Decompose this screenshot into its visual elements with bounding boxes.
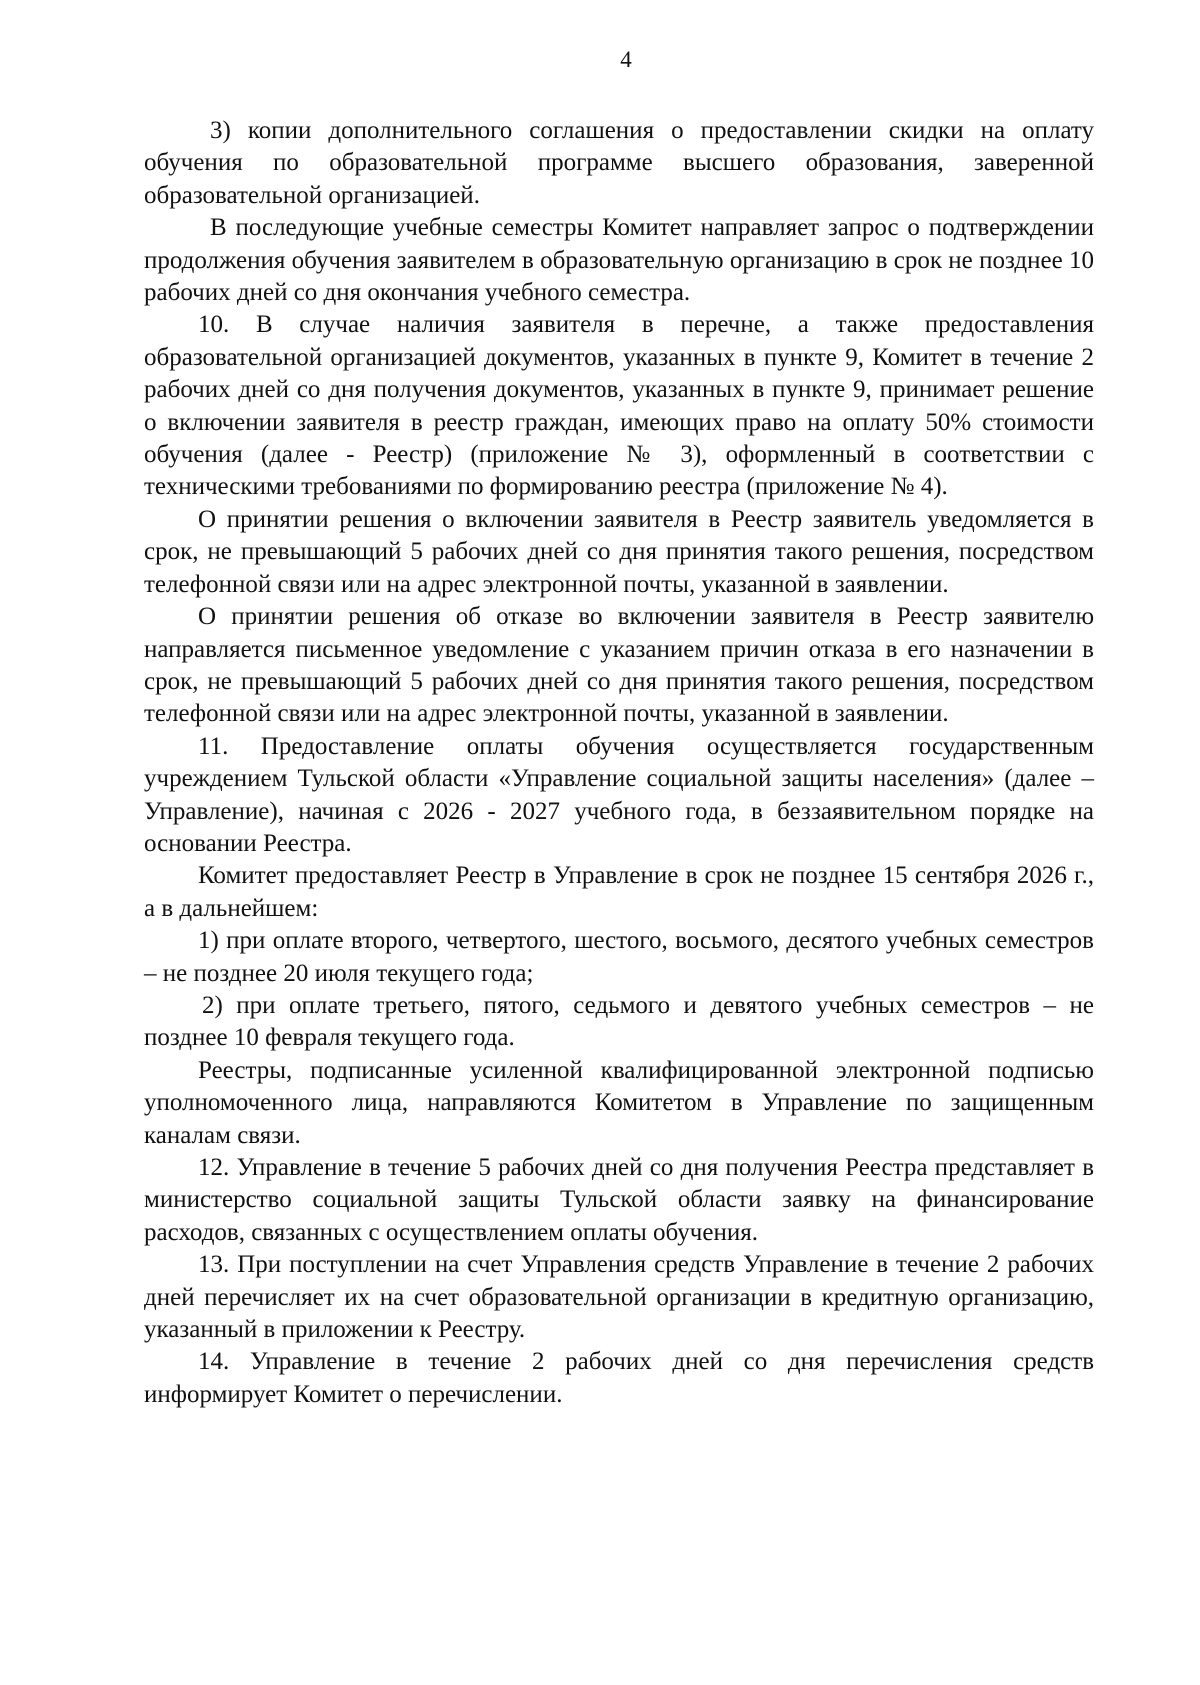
paragraph-subitem-1: 1) при оплате второго, четвертого, шестого, восьмого, десятого учебных семестров – не позднее 20 июля текущего года; (144, 927, 1094, 987)
paragraph-12: 12. Управление в течение 5 рабочих дней со дня получения Реестра представляет в министерство социальной защиты Тульской области заявку на финансирование расходов, связанных с осуществлением оплаты обучения. (144, 1154, 1094, 1246)
paragraph-inclusion-notice: О принятии решения о включении заявителя в Реестр заявитель уведомляется в срок, не превышающий 5 рабочих дней со дня принятия такого решения, посредством телефонной связи или на адрес электронной почты, указанной в заявлении. (144, 505, 1094, 598)
paragraph-item-3: 3) копии дополнительного соглашения о предоставлении скидки на оплату обучения по образовательной программе высшего образования, заверенной образовательной организацией. (144, 117, 1094, 209)
paragraph-11: 11. Предоставление оплаты обучения осуществляется государственным учреждением Тульской области «Управление социальной защиты населения» (далее – Управление), начиная с 2026 - 2027 учебного года, в беззаявительном порядке на основании Реестра. (144, 732, 1094, 857)
paragraph-semesters-request: В последующие учебные семестры Комитет направляет запрос о подтверждении продолжения обучения заявителем в образовательную организацию в срок не позднее 10 рабочих дней со дня окончания учебного семестра. (144, 214, 1094, 307)
paragraph-registry-signature: Реестры, подписанные усиленной квалифицированной электронной подписью уполномоченного лица, направляются Комитетом в Управление по защищенным каналам связи. (144, 1056, 1094, 1149)
paragraph-subitem-2: 2) при оплате третьего, пятого, седьмого и девятого учебных семестров – не позднее 10 февраля текущего года. (144, 991, 1094, 1052)
paragraph-10: 10. В случае наличия заявителя в перечне, а также предоставления образовательной организацией документов, указанных в пункте 9, Комитет в течение 2 рабочих дней со дня получения документов, указанных в пункте 9, принимает решение о включении заявителя в реестр граждан, имеющих право на оплату 50% стоимости обучения (далее - Реестр) (приложение № 3), оформленный в соответствии с техническими требованиями по формированию реестра (приложение № 4). (144, 311, 1094, 501)
paragraph-refusal-notice: О принятии решения об отказе во включении заявителя в Реестр заявителю направляется письменное уведомление с указанием причин отказа в его назначении в срок, не превышающий 5 рабочих дней со дня принятия такого решения, посредством телефонной связи или на адрес электронной почты, указанной в заявлении. (144, 603, 1094, 728)
paragraph-registry-deadline: Комитет предоставляет Реестр в Управление в срок не позднее 15 сентября 2026 г., а в дальнейшем: (144, 862, 1094, 922)
page-number: 4 (620, 47, 632, 72)
document-body (144, 115, 1094, 1411)
paragraph-13: 13. При поступлении на счет Управления средств Управление в течение 2 рабочих дней перечисляет их на счет образовательной организации в кредитную организацию, указанный в приложении к Реестру. (144, 1251, 1094, 1344)
paragraph-14: 14. Управление в течение 2 рабочих дней со дня перечисления средств информирует Комитет о перечислении. (144, 1348, 1094, 1408)
